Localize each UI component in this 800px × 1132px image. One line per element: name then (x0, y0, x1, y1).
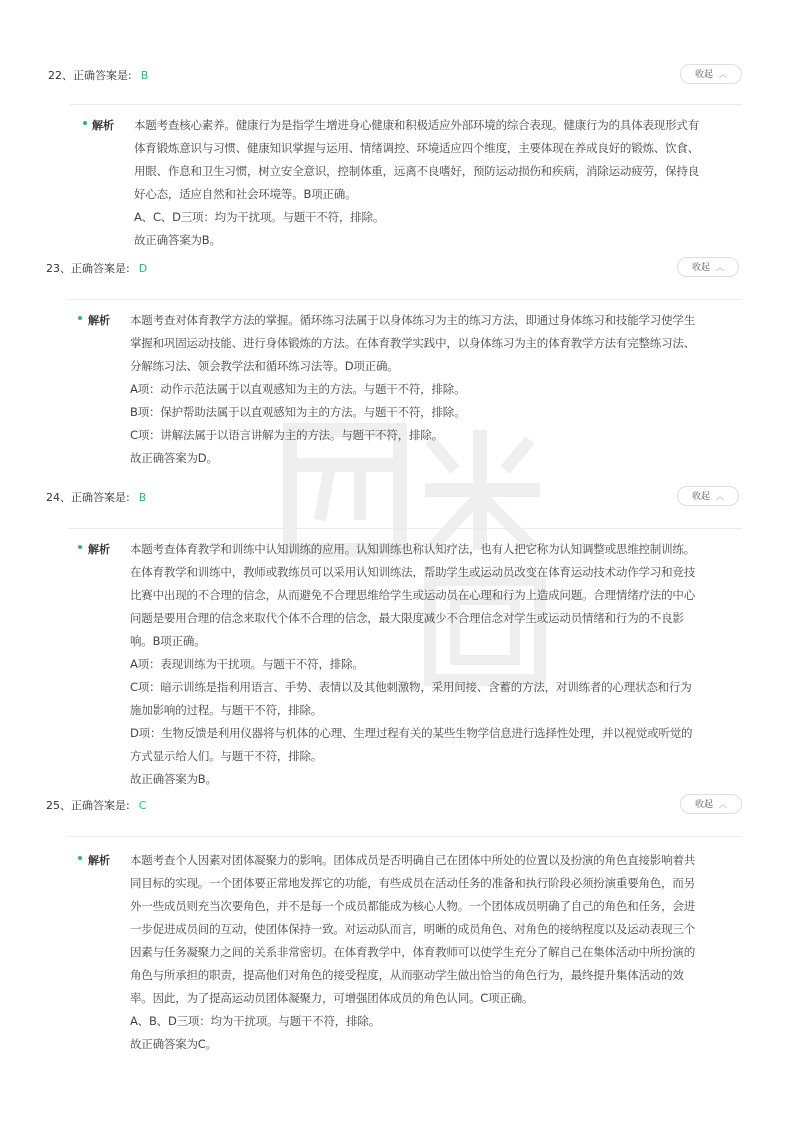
analysis-line: 本题考查对体育教学方法的掌握。循环练习法属于以身体练习为主的练习方法，即通过身体练习和技能学习使学生 (130, 313, 695, 327)
analysis-line: 因素与任务凝聚力之间的关系非常密切。在体育教学中，体育教师可以使学生充分了解自己在集体活动中所扮演的 (130, 945, 695, 959)
bullet-dot (83, 121, 87, 125)
analysis-line: D项：生物反馈是利用仪器将与机体的心理、生理过程有关的某些生物学信息进行选择性处理，并以视觉或听觉的 (130, 726, 693, 740)
bullet-dot (78, 316, 82, 320)
analysis-line: A、C、D三项：均为干扰项。与题干不符，排除。 (134, 210, 385, 224)
question-title (46, 260, 147, 278)
analysis-body (130, 309, 770, 470)
correct-answer: C (138, 799, 147, 812)
question-header (0, 64, 800, 88)
analysis-label: 解析 (88, 543, 110, 556)
question-title (46, 797, 146, 815)
analysis-line: 故正确答案为B。 (130, 772, 217, 786)
chevron-up-icon: ︿ (719, 800, 727, 809)
analysis-line: 同目标的实现。一个团体要正常地发挥它的功能，有些成员在活动任务的准备和执行阶段必须扮演重要角色，而另 (130, 876, 695, 890)
analysis-line: 在体育教学和训练中，教师或教练员可以采用认知训练法，帮助学生或运动员改变在体育运动技术动作学习和竞技 (130, 565, 695, 579)
analysis-line: 体育锻炼意识与习惯、健康知识掌握与运用、情绪调控、环境适应四个维度，主要体现在养成良好的锻炼、饮食、 (134, 141, 699, 155)
analysis-line: 施加影响的过程。与题干不符，排除。 (130, 703, 323, 717)
question-title (46, 489, 146, 507)
question-number-label: 23、正确答案是: (46, 262, 130, 275)
collapse-button[interactable] (680, 794, 742, 814)
question-header (0, 794, 800, 818)
analysis-line: 故正确答案为C。 (130, 1037, 217, 1051)
bullet-dot (78, 856, 82, 860)
collapse-button[interactable] (680, 64, 742, 84)
analysis-label: 解析 (88, 854, 110, 867)
collapse-button[interactable] (677, 257, 739, 277)
analysis-line: A项：动作示范法属于以直观感知为主的方法。与题干不符，排除。 (130, 382, 466, 396)
analysis-line: 比赛中出现的不合理的信念，从而避免不合理思维给学生或运动员在心理和行为上造成问题。合理情绪疗法的中心 (130, 588, 695, 602)
analysis-line: 掌握和巩固运动技能、进行身体锻炼的方法。在体育教学实践中，以身体练习为主的体育教学方法有完整练习法、 (130, 336, 695, 350)
divider (68, 299, 742, 300)
analysis-line: 方式显示给人们。与题干不符，排除。 (130, 749, 323, 763)
question-title (48, 67, 148, 85)
analysis-line: 故正确答案为D。 (130, 451, 218, 465)
divider (68, 528, 742, 529)
collapse-label: 收起 (691, 263, 710, 273)
analysis-line: 用眼、作息和卫生习惯，树立安全意识，控制体重，远离不良嗜好，预防运动损伤和疾病，消除运动疲劳，保持良 (134, 164, 699, 178)
analysis-line: 率。因此，为了提高运动员团体凝聚力，可增强团体成员的角色认同。C项正确。 (130, 991, 534, 1005)
analysis-line: 本题考查个人因素对团体凝聚力的影响。团体成员是否明确自己在团体中所处的位置以及扮演的角色直接影响着共 (130, 853, 695, 867)
analysis-line: 本题考查体育教学和训练中认知训练的应用。认知训练也称认知疗法，也有人把它称为认知调整或思维控制训练。 (130, 542, 695, 556)
divider (70, 104, 742, 105)
chevron-up-icon: ︿ (716, 492, 724, 501)
question-number-label: 24、正确答案是: (46, 491, 130, 504)
analysis-body (130, 538, 770, 791)
correct-answer: D (138, 262, 148, 275)
question-number-label: 25、正确答案是: (46, 799, 130, 812)
analysis-body (134, 114, 774, 252)
collapse-button[interactable] (677, 486, 739, 506)
analysis-line: A、B、D三项：均为干扰项。与题干不符，排除。 (130, 1014, 381, 1028)
divider (68, 836, 742, 837)
analysis-line: 外一些成员则充当次要角色，并不是每一个成员都能成为核心人物。一个团体成员明确了自己的角色和任务，会进 (130, 899, 695, 913)
chevron-up-icon: ︿ (716, 263, 724, 272)
question-number-label: 22、正确答案是: (48, 69, 132, 82)
question-header (0, 257, 800, 281)
analysis-line: C项：讲解法属于以语言讲解为主的方法。与题干不符，排除。 (130, 428, 443, 442)
analysis-line: 角色与所承担的职责，提高他们对角色的接受程度，从而驱动学生做出恰当的角色行为，最终提升集体活动的效 (130, 968, 684, 982)
correct-answer: B (138, 491, 147, 504)
collapse-label: 收起 (694, 800, 713, 810)
collapse-label: 收起 (694, 70, 713, 80)
collapse-label: 收起 (691, 492, 710, 502)
analysis-line: A项：表现训练为干扰项。与题干不符，排除。 (130, 657, 364, 671)
analysis-line: 故正确答案为B。 (134, 233, 221, 247)
analysis-body (130, 849, 770, 1056)
analysis-line: B项：保护帮助法属于以直观感知为主的方法。与题干不符，排除。 (130, 405, 466, 419)
analysis-line: 分解练习法、领会教学法和循环练习法等。D项正确。 (130, 359, 399, 373)
chevron-up-icon: ︿ (719, 70, 727, 79)
bullet-dot (78, 545, 82, 549)
analysis-line: 一步促进成员间的互动，使团体保持一致。对运动队而言，明晰的成员角色、对角色的接纳程度以及运动表现三个 (130, 922, 695, 936)
analysis-line: 响。B项正确。 (130, 634, 206, 648)
analysis-line: C项：暗示训练是指利用语言、手势、表情以及其他刺激物，采用间接、含蓄的方法，对训练者的心理状态和行为 (130, 680, 692, 694)
analysis-line: 好心态，适应自然和社会环境等。B项正确。 (134, 187, 357, 201)
question-header (0, 486, 800, 510)
analysis-label: 解析 (88, 314, 110, 327)
analysis-line: 本题考查核心素养。健康行为是指学生增进身心健康和积极适应外部环境的综合表现。健康行为的具体表现形式有 (134, 118, 699, 132)
analysis-label: 解析 (92, 119, 114, 132)
analysis-line: 问题是要用合理的信念来取代个体不合理的信念，最大限度减少不合理信念对学生或运动员情绪和行为的不良影 (130, 611, 684, 625)
correct-answer: B (140, 69, 149, 82)
